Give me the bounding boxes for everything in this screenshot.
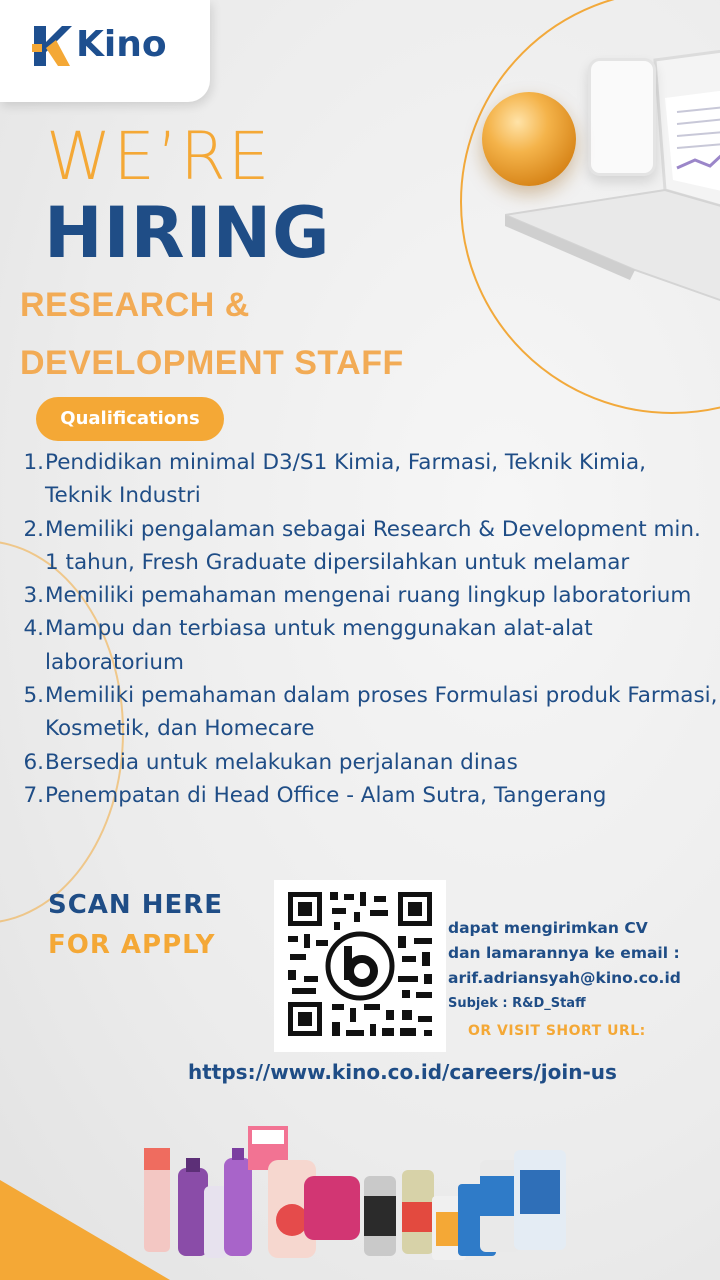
qualifications-badge: Qualifications bbox=[36, 397, 224, 441]
logo-tab bbox=[0, 0, 210, 102]
for-apply-label: FOR APPLY bbox=[48, 930, 216, 960]
qualification-item: 5. Memiliki pemahaman dalam proses Formulasi produk Farmasi, Kosmetik, dan Homecare bbox=[23, 683, 718, 742]
apply-line2: dan lamarannya ke email : bbox=[448, 944, 680, 962]
qualification-item: 4. Mampu dan terbiasa untuk menggunakan alat-alat laboratorium bbox=[23, 616, 593, 675]
qualifications-list bbox=[18, 446, 718, 812]
careers-url-link[interactable]: https://www.kino.co.id/careers/join-us bbox=[188, 1060, 617, 1084]
qr-code-icon[interactable] bbox=[274, 880, 446, 1052]
qualification-item: 2. Memiliki pengalaman sebagai Research & Development min. 1 tahun, Fresh Graduate dipersilahkan untuk melamar bbox=[23, 516, 701, 575]
apply-email-link[interactable]: arif.adriansyah@kino.co.id bbox=[448, 969, 681, 987]
visit-url-label: OR VISIT SHORT URL: bbox=[468, 1023, 646, 1039]
orange-sphere bbox=[482, 92, 576, 186]
product-lineup-image bbox=[136, 1120, 576, 1280]
qualification-item: 7. Penempatan di Head Office - Alam Sutra, Tangerang bbox=[23, 782, 607, 808]
qualification-item: 1. Pendidikan minimal D3/S1 Kimia, Farmasi, Teknik Kimia, Teknik Industri bbox=[23, 450, 646, 509]
brand-name: Kino bbox=[76, 24, 167, 65]
kino-k-logo-icon bbox=[32, 22, 72, 70]
qualification-item: 6. Bersedia untuk melakukan perjalanan dinas bbox=[23, 749, 518, 775]
headline-hiring: HIRING bbox=[44, 192, 331, 274]
headline-we-re: WE’RE bbox=[46, 118, 272, 195]
scan-here-label: SCAN HERE bbox=[48, 890, 224, 920]
apply-instructions bbox=[448, 916, 718, 1016]
phone-illustration bbox=[588, 58, 656, 176]
apply-subject: Subjek : R&D_Staff bbox=[448, 996, 586, 1011]
position-title-line1: RESEARCH & bbox=[20, 286, 250, 324]
position-title-line2: DEVELOPMENT STAFF bbox=[20, 344, 404, 382]
qualification-item: 3. Memiliki pemahaman mengenai ruang lingkup laboratorium bbox=[23, 583, 692, 609]
apply-line1: dapat mengirimkan CV bbox=[448, 919, 648, 937]
